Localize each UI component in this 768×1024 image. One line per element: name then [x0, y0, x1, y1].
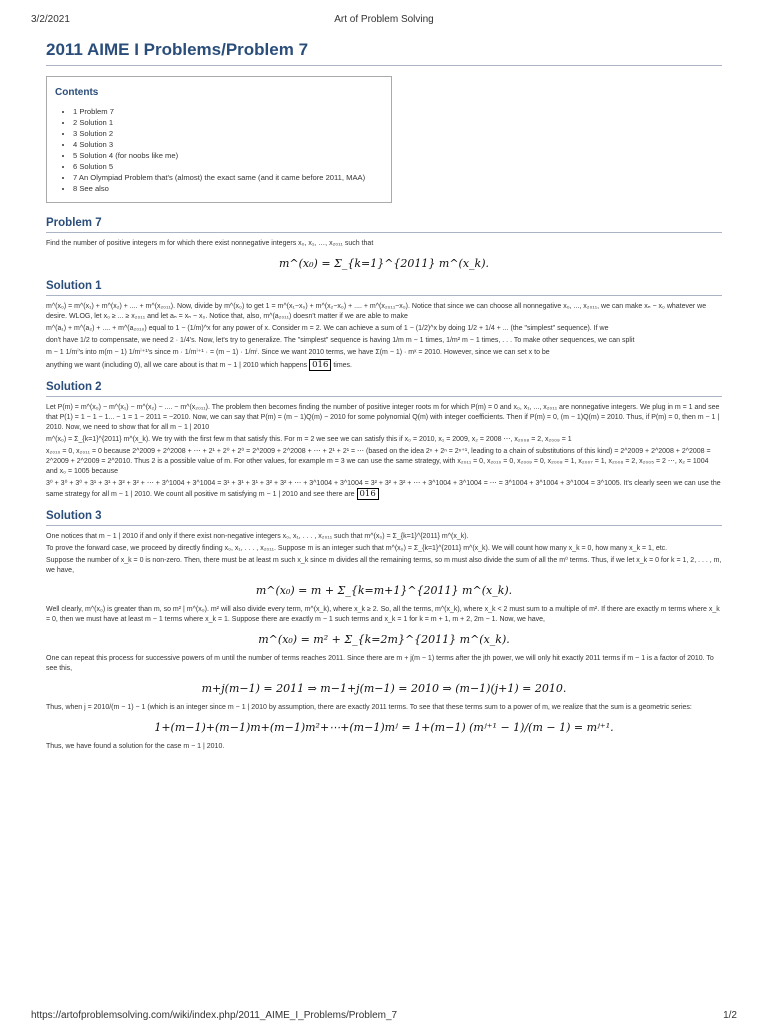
toc-list: [55, 106, 381, 194]
solution-3-para: One can repeat this process for successive powers of m until the number of terms reaches 2011. Since there are m + j(m − 1) terms after the jth power, we will only hit exactly 2011 terms if m − 1 is a factor of 2010. To see this,: [46, 655, 714, 672]
solution-2-para: x₂₀₁₀ = 0, x₂₀₁₁ = 0 because 2^2009 + 2^2008 + ⋯ + 2¹ + 2⁰ + 2⁰ = 2^2009 + 2^2008 + ⋯ + 2¹ + 2¹ = ⋯ (based on the idea 2ⁿ + 2ⁿ = 2ⁿ⁺¹, leading to a chain of substitutions of this kind) = 2^2009 + 2^2008 + 2^2008 = 2^2009 + 2^2009 = 2^2010. Thus 2 is a possible value of m. For other values, for example m = 3 we can use the same strategy, with x₂₀₁₁ = 0, x₂₀₁₀ = 0, x₂₀₀₉ = 0, x₂₀₀₈ = 1, x₂₀₀₇ = 1, x₂₀₀₆ = 2, x₂₀₀₅ = 2 ⋯, x₂ = 1004 and x₀ = 1005 because: [46, 448, 711, 475]
toc-item[interactable]: • 7 An Olympiad Problem that's (almost) the exact same (and it came before 2011, MAA): [73, 172, 381, 183]
toc-title: Contents: [55, 87, 99, 98]
problem-heading: Problem 7: [46, 217, 722, 233]
solution-3-body: [46, 532, 722, 752]
solution-2-conclusion: [46, 479, 722, 500]
solution-3-para: Thus, we have found a solution for the case m − 1 | 2010.: [46, 743, 225, 750]
solution-1-body: [46, 302, 722, 371]
solution-2-body: [46, 403, 722, 500]
toc-item[interactable]: • 4 Solution 3: [73, 139, 381, 150]
solution-3-equation: m^(x₀) = m + Σ_{k=m+1}^{2011} m^(x_k).: [255, 584, 513, 597]
toc-item[interactable]: • 2 Solution 1: [73, 117, 381, 128]
table-of-contents: [46, 76, 392, 203]
solution-3-para: Suppose the number of x_k = 0 is non-zero. Then, there must be at least m such x_k since m divides all the remaining terms, so m must also divide the sum of all the m⁰ terms. Thus, if we let x_k = 0 for k = 1, 2, . . . , m, we have,: [46, 557, 722, 574]
solution-1-para: don't have 1/2 to compensate, we need 2 · 1/4's. Now, let's try to generalize. The "simplest" sequence is having 1/m m − 1 times, 1/m² m − 1 times, . . . To make other sequences, we can split: [46, 337, 635, 344]
article-content: [46, 40, 722, 754]
solution-1-conclusion-tail: times.: [333, 362, 352, 369]
print-site-title: Art of Problem Solving: [334, 14, 434, 25]
solution-3-para: Well clearly, m^(x₀) is greater than m, so m² | m^(x₀). m² will also divide every term, m^(x_k), where x_k ≥ 2. So, all the terms, m^(x_k), where x_k < 2 must sum to a multiple of m². If there are exactly m terms where x_k = 0, then we must have at least m − 1 terms where x_k = 1. Suppose there are exactly m − 1 such terms and x_k = 1 for k = m + 1, m + 2, 2m − 1. Now, we have,: [46, 606, 720, 623]
solution-3-para: Thus, when j = 2010/(m − 1) − 1 (which is an integer since m − 1 | 2010 by assumption, there are exactly 2011 terms. To see that these terms sum to a power of m, we realize that the sum is a geometric series:: [46, 704, 692, 711]
page-title: 2011 AIME I Problems/Problem 7: [46, 40, 722, 66]
solution-3-heading: Solution 3: [46, 510, 722, 526]
answer-box: 016: [357, 488, 379, 500]
toc-item[interactable]: • 5 Solution 4 (for noobs like me): [73, 150, 381, 161]
problem-text: Find the number of positive integers m for which there exist nonnegative integers x₀, x₁, …, x₂₀₁₁ such that: [46, 240, 374, 247]
toc-item[interactable]: • 1 Problem 7: [73, 106, 381, 117]
answer-box: 016: [309, 359, 331, 371]
solution-3-equation: m^(x₀) = m² + Σ_{k=2m}^{2011} m^(x_k).: [258, 633, 510, 646]
solution-1-para: m^(x₀) = m^(x₁) + m^(x₂) + .... + m^(x₂₀₁₁). Now, divide by m^(x₀) to get 1 = m^(x₁−x₀) + m^(x₂−x₀) + .... + m^(x₂₀₁₁−x₀). Notice that since we can choose all nonnegative x₀, ..., x₂₀₁₁, we can make xₙ − x₀ whatever we desire. WLOG, let x₀ ≥ ... ≥ x₂₀₁₁ and let aₙ = xₙ − x₀. Notice that, also, m^(a₂₀₁₁) doesn't matter if we are able to make: [46, 303, 707, 320]
solution-1-conclusion-text: anything we want (including 0), all we care about is that m − 1 | 2010 which happens: [46, 362, 308, 369]
solution-3-equation: 1+(m−1)+(m−1)m+(m−1)m²+⋯+(m−1)mʲ = 1+(m−1) (mʲ⁺¹ − 1)/(m − 1) = mʲ⁺¹.: [154, 721, 614, 734]
problem-equation: m^(x₀) = Σ_{k=1}^{2011} m^(x_k).: [278, 257, 489, 270]
solution-2-para: m^(x₀) = Σ_{k=1}^{2011} m^(x_k). We try with the first few m that satisfy this. For m = 2 we see we can satisfy this if x₀ = 2010, x₁ = 2009, x₂ = 2008 ⋯, x₂₀₀₈ = 2, x₂₀₀₉ = 1: [46, 436, 572, 443]
solution-2-heading: Solution 2: [46, 381, 722, 397]
solution-2-conclusion-text: 3⁰ + 3⁰ + 3⁰ + 3¹ + 3¹ + 3² + 3² + ⋯ + 3^1004 + 3^1004 = 3¹ + 3¹ + 3¹ + 3² + 3² + ⋯ + 3^1004 + 3^1004 = 3² + 3² + 3² + ⋯ + 3^1004 + 3^1004 = ⋯ = 3^1004 + 3^1004 + 3^1004 = 3^1005. It's clearly seen we can use the same strategy for all m − 1 | 2010. We count all positive m satisfying m − 1 | 2010 and see there are: [46, 480, 721, 498]
print-date: 3/2/2021: [31, 14, 70, 25]
print-page-number: 1/2: [723, 1010, 737, 1021]
solution-3-equation: m+j(m−1) = 2011 ⇒ m−1+j(m−1) = 2010 ⇒ (m−1)(j+1) = 2010.: [201, 682, 567, 695]
solution-1-para: m^(a₁) + m^(a₂) + .... + m^(a₂₀₁₀) equal to 1 − (1/m)^x for any power of x. Consider m = 2. We can achieve a sum of 1 − (1/2)^x by doing 1/2 + 1/4 + ... (the "simplest" sequence). If we: [46, 325, 609, 332]
solution-2-para: Let P(m) = m^(x₀) − m^(x₁) − m^(x₂) − .... − m^(x₂₀₁₁). The problem then becomes finding the number of positive integer roots m for which P(m) = 0 and x₀, x₁, ..., x₂₀₁₁ are nonnegative integers. We plug in m = 1 and see that P(1) = 1 − 1 − 1... − 1 = 1 − 2011 = −2010. Now, we can say that P(m) = (m − 1)Q(m) − 2010 for some polynomial Q(m) with integer coefficients. Then if P(m) = 0, (m − 1)Q(m) = 2010. Thus, if P(m) = 0, then m − 1 | 2010. Now, we need to show that for all m − 1 | 2010: [46, 404, 720, 431]
solution-3-para: One notices that m − 1 | 2010 if and only if there exist non-negative integers x₀, x₁, . . . , x₂₀₁₁ such that m^(x₀) = Σ_{k=1}^{2011} m^(x_k).: [46, 533, 469, 540]
print-url[interactable]: https://artofproblemsolving.com/wiki/index.php/2011_AIME_I_Problems/Problem_7: [31, 1010, 398, 1021]
toc-item[interactable]: • 3 Solution 2: [73, 128, 381, 139]
toc-item[interactable]: • 8 See also: [73, 183, 381, 194]
toc-item[interactable]: • 6 Solution 5: [73, 161, 381, 172]
solution-1-conclusion: [46, 360, 722, 371]
solution-3-para: To prove the forward case, we proceed by directly finding x₀, x₁, . . . , x₂₀₁₁. Suppose m is an integer such that m^(x₀) = Σ_{k=1}^{2011} m^(x_k). We will count how many x_k = 0, how many x_k = 1, etc.: [46, 545, 668, 552]
solution-1-heading: Solution 1: [46, 280, 722, 296]
solution-1-para: m − 1 1/mⁱ's into m(m − 1) 1/mⁱ⁺¹'s since m · 1/mⁱ⁺¹ · = (m − 1) · 1/mⁱ. Since we want 2010 terms, we have Σ(m − 1) · mˣ = 2010. However, since we can set x to be: [46, 349, 550, 356]
